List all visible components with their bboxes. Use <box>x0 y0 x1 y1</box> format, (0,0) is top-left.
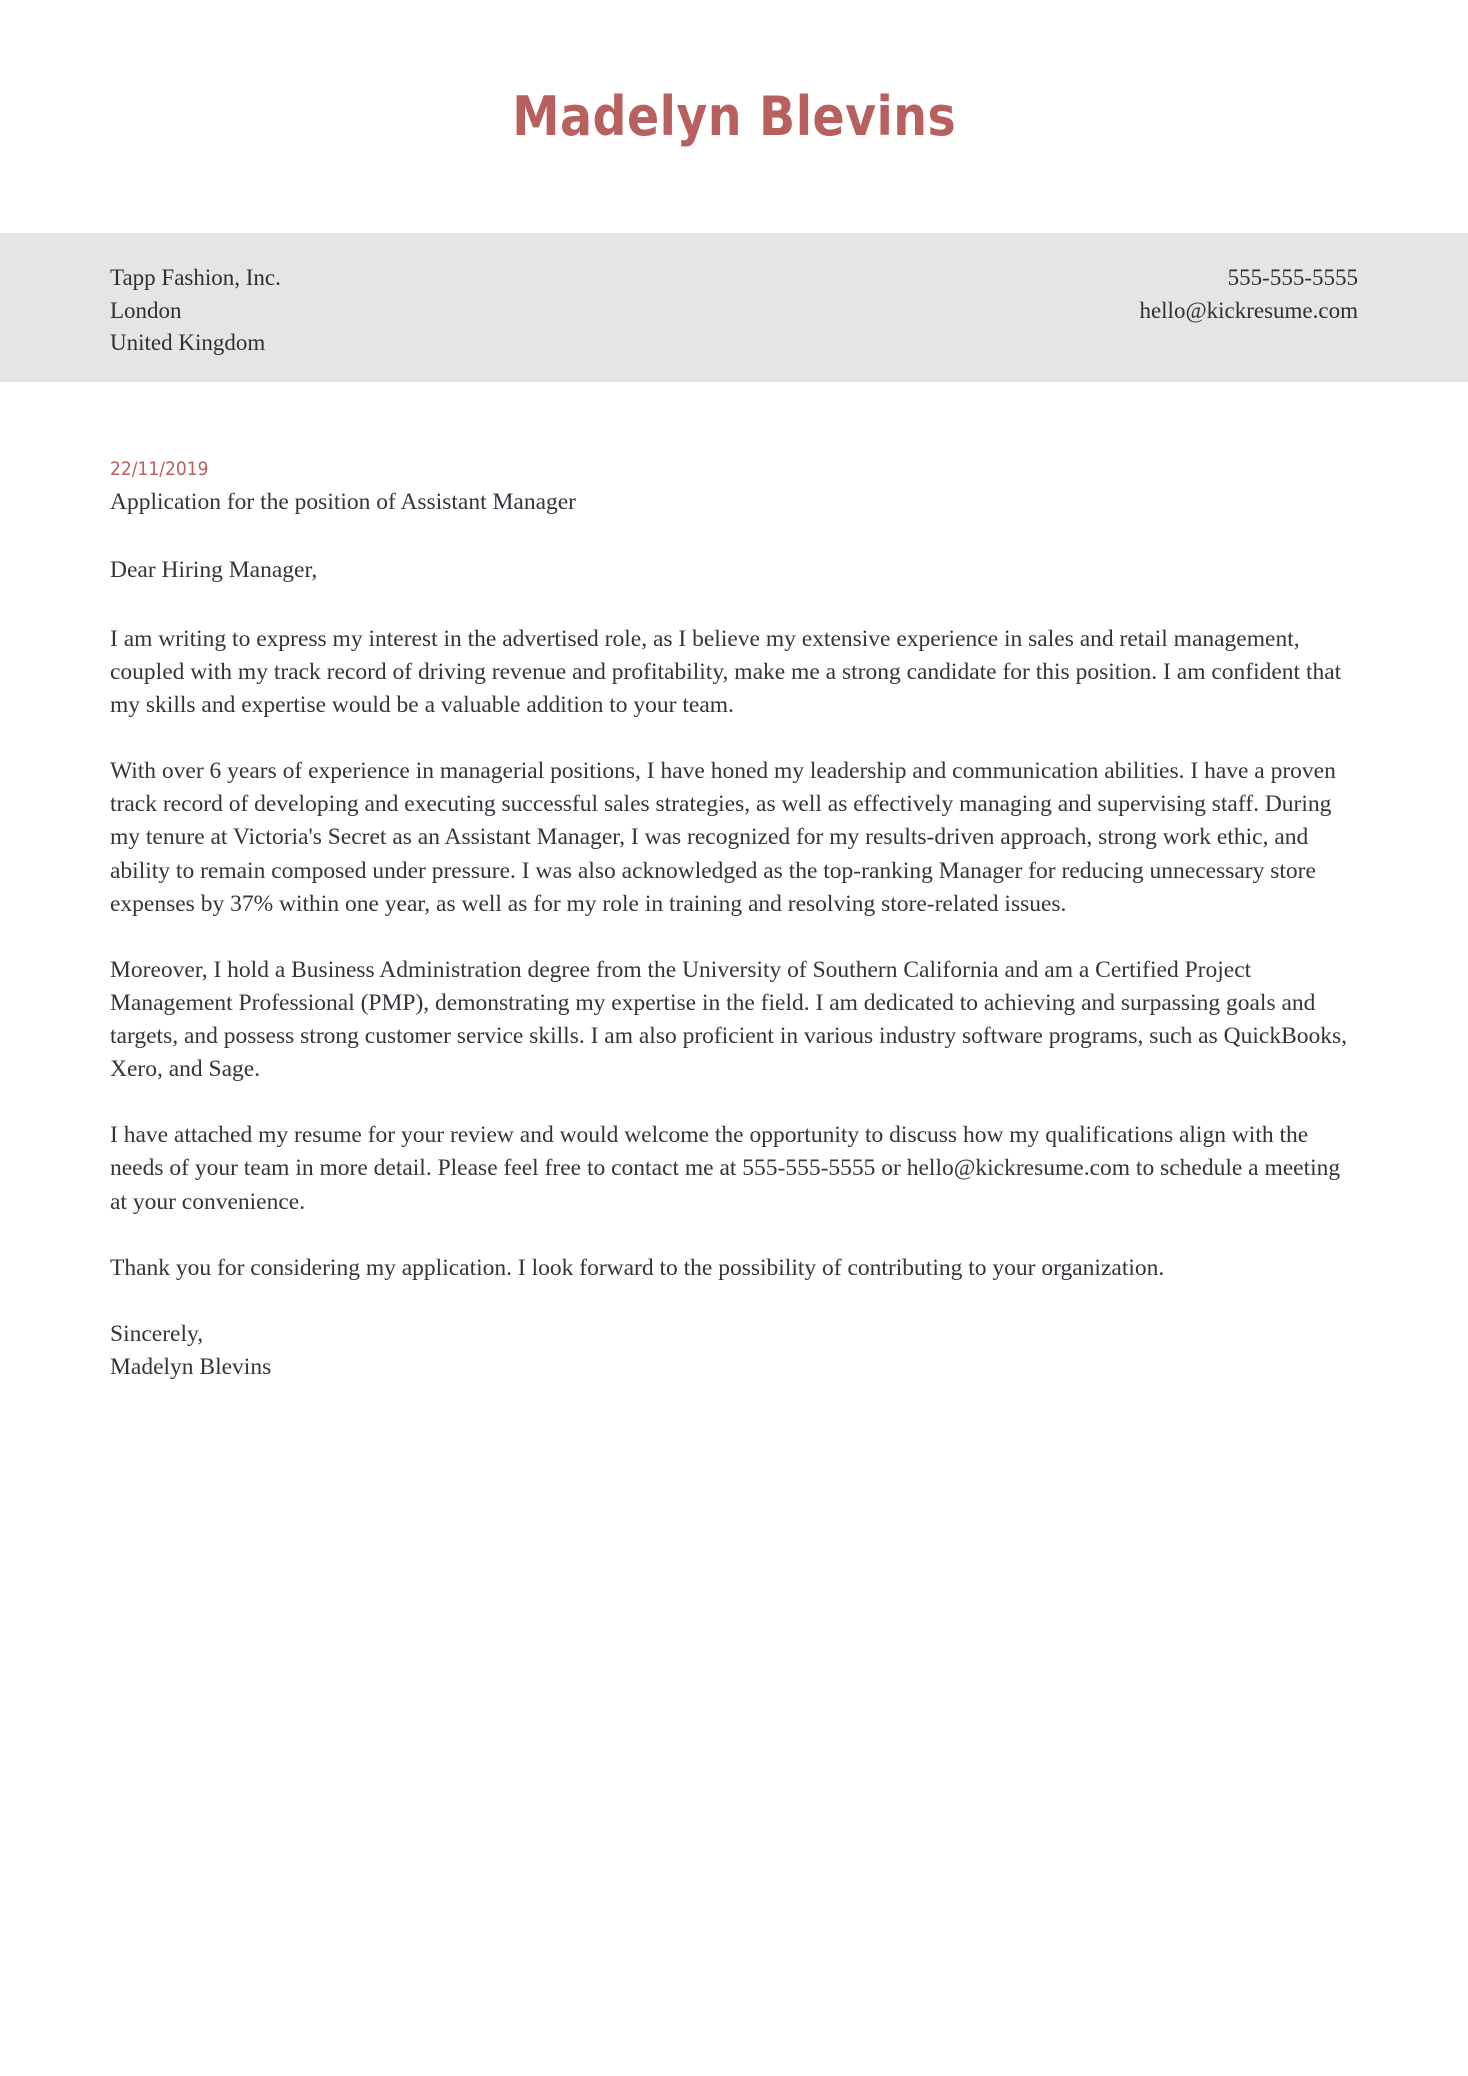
page-title: Madelyn Blevins <box>512 85 956 148</box>
signature-name: Madelyn Blevins <box>110 1353 272 1380</box>
letter-date: 22/11/2019 <box>110 458 209 480</box>
recipient-country: United Kingdom <box>110 330 266 356</box>
letter-closing-block <box>110 1318 1358 1384</box>
sender-phone: 555-555-5555 <box>1227 265 1358 290</box>
letter-paragraph: Moreover, I hold a Business Administration degree from the University of Southern California and am a Certified Project Management Professional (PMP), demonstrating my expertise in the field. I am dedicated to achieving and surpassing goals and targets, and possess strong customer service skills. I am also proficient in various industry software programs, such as QuickBooks, Xero, and Sage. <box>110 956 1348 1083</box>
letter-paragraph: Thank you for considering my application. I look forward to the possibility of contributing to your organization. <box>110 1254 1165 1281</box>
letter-body <box>0 382 1468 1384</box>
letter-subject: Application for the position of Assistant Manager <box>110 489 577 515</box>
closing-salutation: Sincerely, <box>110 1320 204 1347</box>
contact-band <box>0 233 1468 382</box>
recipient-address-block <box>110 262 281 360</box>
recipient-city: London <box>110 297 182 323</box>
sender-contact-block <box>1139 262 1358 327</box>
recipient-company: Tapp Fashion, Inc. <box>110 265 281 290</box>
letter-paragraph: I have attached my resume for your review and would welcome the opportunity to discuss how my qualifications align with the needs of your team in more detail. Please feel free to contact me at 555-555-5555 or hello@kickresume.com to schedule a meeting at your convenience. <box>110 1122 1341 1215</box>
name-header <box>0 0 1468 233</box>
sender-email: hello@kickresume.com <box>1139 297 1358 323</box>
letter-paragraph: I am writing to express my interest in the advertised role, as I believe my extensive experience in sales and retail management, coupled with my track record of driving revenue and profitability, make me a strong candidate for this position. I am confident that my skills and expertise would be a valuable addition to your team. <box>110 625 1342 719</box>
letter-salutation: Dear Hiring Manager, <box>110 557 318 584</box>
letter-paragraph: With over 6 years of experience in managerial positions, I have honed my leadership and communication abilities. I have a proven track record of developing and executing successful sales strategies, as well as effectively managing and supervising staff. During my tenure at Victoria's Secret as an Assistant Manager, I was recognized for my results-driven approach, strong work ethic, and ability to remain composed under pressure. I was also acknowledged as the top-ranking Manager for reducing unnecessary store expenses by 37% within one year, as well as for my role in training and resolving store-related issues. <box>110 758 1336 917</box>
